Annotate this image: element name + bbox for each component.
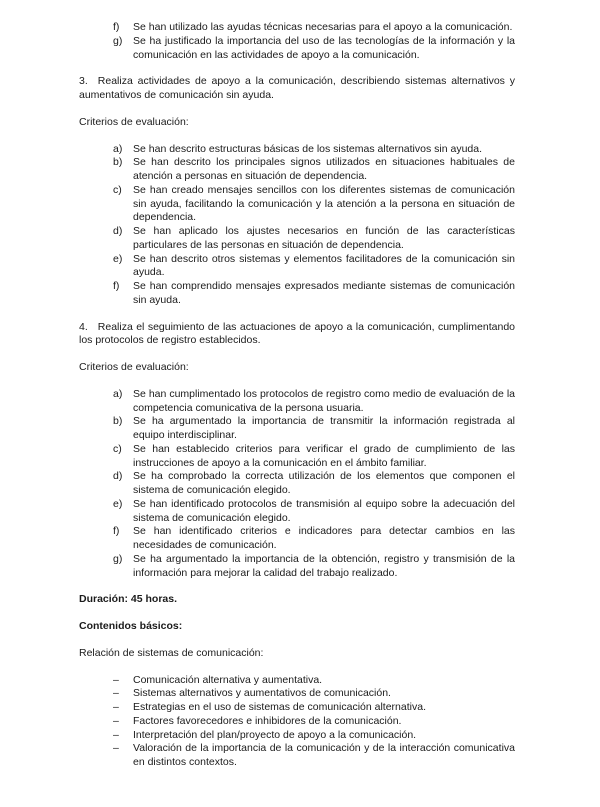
list-item <box>113 143 515 157</box>
list-item-marker: e) <box>113 497 123 510</box>
list-item-text: Se han aplicado los ajustes necesarios en función de las características particulares de las personas en situación de dependencia. <box>133 225 515 251</box>
list-item-text: Se han utilizado las ayudas técnicas necesarias para el apoyo a la comunicación. <box>133 21 513 33</box>
list-item-marker: c) <box>113 183 122 196</box>
learning-outcome-3 <box>79 75 515 103</box>
outcome-number: 4. <box>79 320 88 333</box>
list-item-text: Se han cumplimentado los protocolos de registro como medio de evaluación de la competencia comunicativa de la persona usuaria. <box>133 387 515 414</box>
list-item-marker: f) <box>113 21 120 33</box>
list-item-marker: f) <box>113 280 120 292</box>
list-item <box>113 280 515 308</box>
list-item-dash: – <box>113 701 119 713</box>
list-item-marker: g) <box>113 34 123 47</box>
list-item <box>113 525 515 553</box>
list-item-text: Se han descrito otros sistemas y elementos facilitadores de la comunicación sin ayuda. <box>133 252 515 279</box>
list-item-text: Se han descrito los principales signos utilizados en situaciones habituales de atención a personas en situación de dependencia. <box>133 156 515 182</box>
outcome-text: Realiza el seguimiento de las actuaciones de apoyo a la comunicación, cumplimentando los protocolos de registro establecidos. <box>79 320 515 347</box>
list-item-marker: f) <box>113 525 120 538</box>
list-item <box>113 184 515 225</box>
list-item <box>113 35 515 63</box>
list-item <box>113 701 515 715</box>
criteria-heading-3: Criterios de evaluación: <box>79 115 189 128</box>
list-item-text: Factores favorecedores e inhibidores de la comunicación. <box>133 714 402 727</box>
list-item-marker: a) <box>113 142 123 155</box>
list-item <box>113 742 515 770</box>
duration-heading: Duración: 45 horas. <box>79 593 178 606</box>
list-item-text: Estrategias en el uso de sistemas de comunicación alternativa. <box>133 701 426 713</box>
list-item-text: Se han identificado protocolos de transmisión al equipo sobre la adecuación del sistema de comunicación elegido. <box>133 497 515 524</box>
outcome-text: Realiza actividades de apoyo a la comunicación, describiendo sistemas alternativos y aumentativos de comunicación sin ayuda. <box>79 75 515 101</box>
outcome-number: 3. <box>79 75 88 88</box>
criteria-list-3 <box>79 143 515 308</box>
list-item-text: Se ha argumentado la importancia de la obtención, registro y transmisión de la información para mejorar la calidad del trabajo realizado. <box>133 552 515 579</box>
list-item-text: Se ha comprobado la correcta utilización de los elementos que componen el sistema de comunicación elegido. <box>133 470 515 496</box>
list-item-marker: d) <box>113 225 123 237</box>
list-item-dash: – <box>113 673 119 686</box>
list-item <box>113 553 515 581</box>
list-item <box>113 674 515 688</box>
list-item-text: Se ha justificado la importancia del uso de las tecnologías de la información y la comunicación en las actividades de apoyo a la comunicación. <box>133 34 515 61</box>
list-item-text: Se han identificado criterios e indicadores para detectar cambios en las necesidades de comunicación. <box>133 525 515 551</box>
relation-heading: Relación de sistemas de comunicación: <box>79 646 264 659</box>
communication-systems-list <box>79 674 515 770</box>
list-item-text: Se han descrito estructuras básicas de los sistemas alternativos sin ayuda. <box>133 142 483 155</box>
list-item-marker: g) <box>113 552 123 565</box>
list-item-text: Comunicación alternativa y aumentativa. <box>133 673 323 686</box>
list-item-marker: d) <box>113 470 123 483</box>
list-item <box>113 156 515 184</box>
list-item-text: Valoración de la importancia de la comunicación y de la interacción comunicativa en distintos contextos. <box>133 742 515 768</box>
criteria-list-continued <box>79 21 515 62</box>
criteria-list-4 <box>79 388 515 581</box>
list-item <box>113 729 515 743</box>
learning-outcome-4 <box>79 321 515 349</box>
list-item-text: Interpretación del plan/proyecto de apoyo a la comunicación. <box>133 728 417 741</box>
list-item-dash: – <box>113 714 119 727</box>
list-item-marker: a) <box>113 387 123 400</box>
list-item <box>113 21 515 35</box>
list-item-marker: b) <box>113 156 123 169</box>
list-item-text: Sistemas alternativos y aumentativos de comunicación. <box>133 687 391 700</box>
list-item-text: Se han creado mensajes sencillos con los diferentes sistemas de comunicación sin ayuda, facilitando la comunicación y la atención a la persona en situación de dependencia. <box>133 183 515 224</box>
list-item <box>113 253 515 281</box>
criteria-heading-4: Criterios de evaluación: <box>79 361 189 373</box>
list-item-dash: – <box>113 687 119 700</box>
list-item-text: Se han establecido criterios para verificar el grado de cumplimiento de las instrucciones de apoyo a la comunicación en el ámbito familiar. <box>133 442 515 469</box>
list-item <box>113 415 515 443</box>
list-item-text: Se han comprendido mensajes expresados mediante sistemas de comunicación sin ayuda. <box>133 280 515 306</box>
list-item-marker: b) <box>113 415 123 428</box>
list-item-marker: c) <box>113 442 122 455</box>
list-item-dash: – <box>113 728 119 741</box>
list-item <box>113 498 515 526</box>
list-item-text: Se ha argumentado la importancia de transmitir la información registrada al equipo interdisciplinar. <box>133 415 515 441</box>
list-item-dash: – <box>113 742 119 755</box>
list-item <box>113 388 515 416</box>
list-item <box>113 225 515 253</box>
contents-heading: Contenidos básicos: <box>79 620 183 632</box>
list-item <box>113 687 515 701</box>
list-item <box>113 715 515 729</box>
list-item <box>113 470 515 498</box>
list-item <box>113 443 515 471</box>
list-item-marker: e) <box>113 252 123 265</box>
